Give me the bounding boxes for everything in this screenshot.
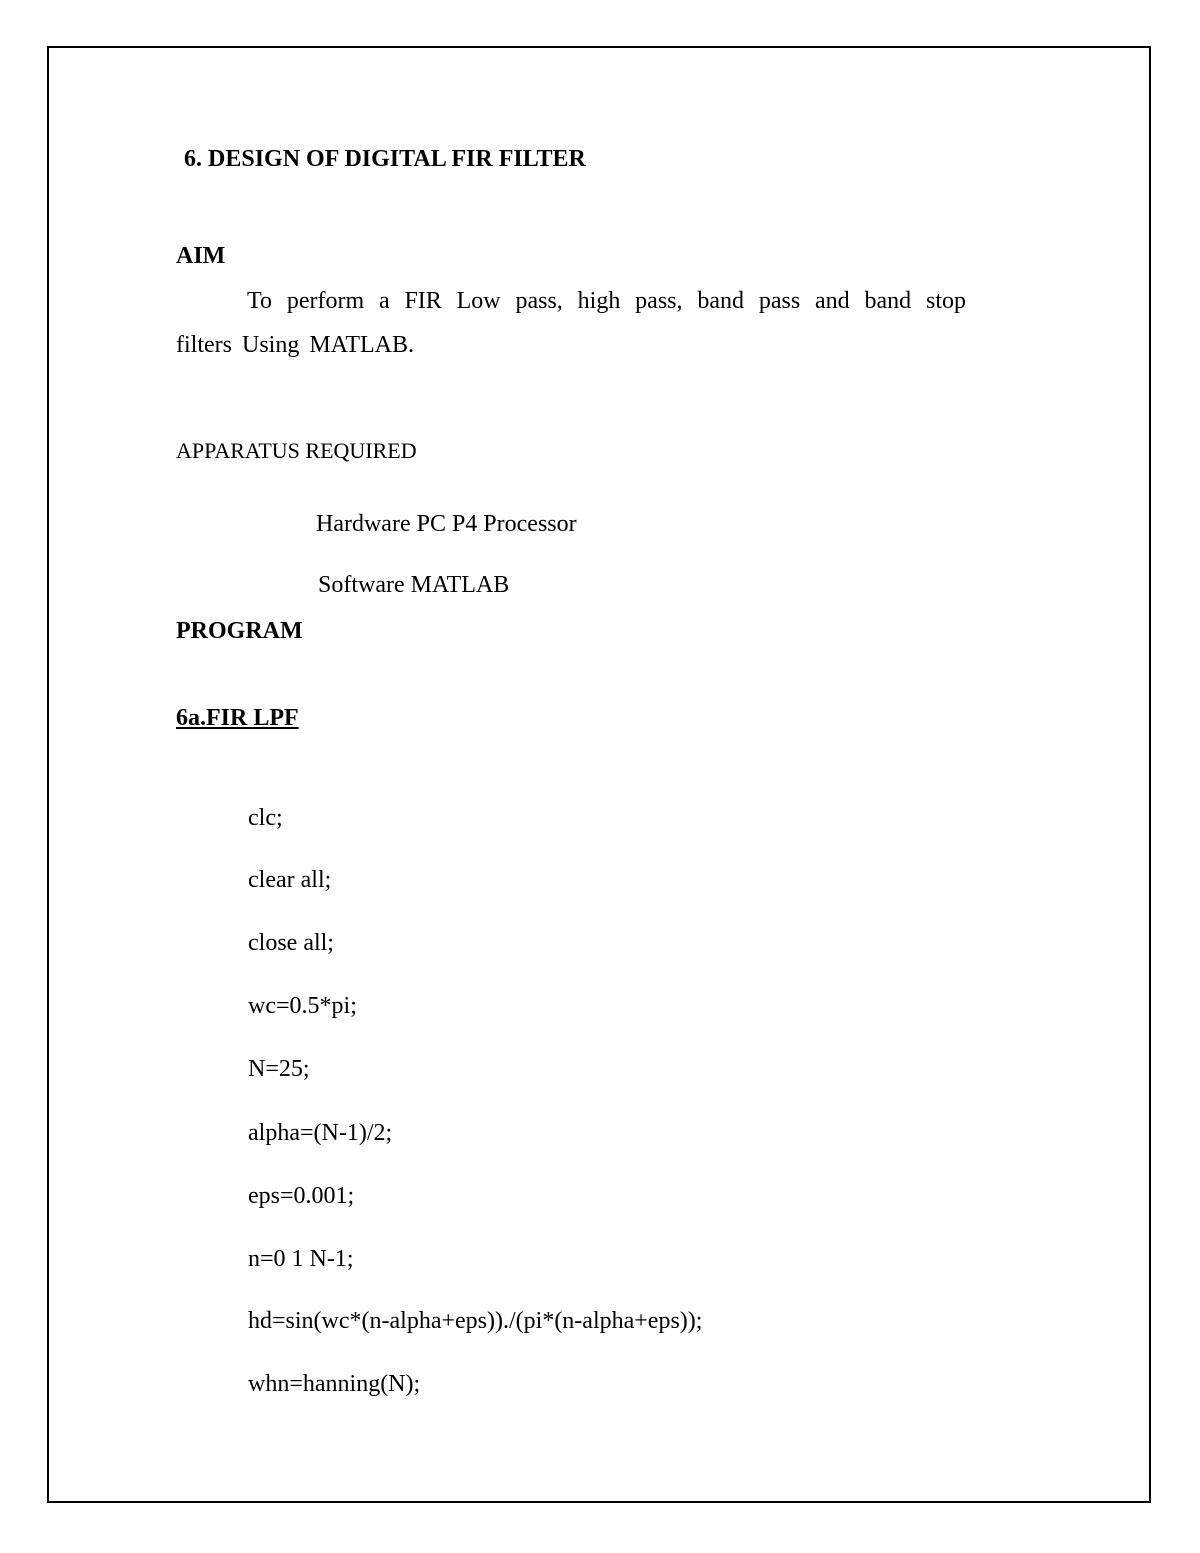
aim-text-line-1 [176, 286, 966, 316]
code-line: hd=sin(wc*(n-alpha+eps))./(pi*(n-alpha+eps)); [248, 1308, 703, 1334]
code-line: wc=0.5*pi; [248, 993, 357, 1019]
aim-text-line-2: filters Using MATLAB. [176, 332, 414, 358]
code-line: eps=0.001; [248, 1183, 355, 1209]
program-heading: PROGRAM [176, 618, 303, 644]
hardware-item: Hardware PC P4 Processor [316, 511, 577, 537]
code-line: N=25; [248, 1056, 310, 1082]
aim-text-line-1-content: To perform a FIR Low pass, high pass, band pass and band stop [247, 288, 966, 314]
software-item: Software MATLAB [318, 572, 510, 598]
aim-heading: AIM [176, 243, 226, 269]
page-title: 6. DESIGN OF DIGITAL FIR FILTER [184, 146, 586, 172]
code-line: whn=hanning(N); [248, 1371, 421, 1397]
apparatus-heading: APPARATUS REQUIRED [176, 438, 417, 463]
code-line: alpha=(N-1)/2; [248, 1120, 393, 1146]
code-line: clc; [248, 805, 283, 831]
code-line: n=0 1 N-1; [248, 1246, 354, 1272]
code-line: close all; [248, 930, 334, 956]
section-heading-fir-lpf: 6a.FIR LPF [176, 705, 299, 731]
code-line: clear all; [248, 867, 332, 893]
